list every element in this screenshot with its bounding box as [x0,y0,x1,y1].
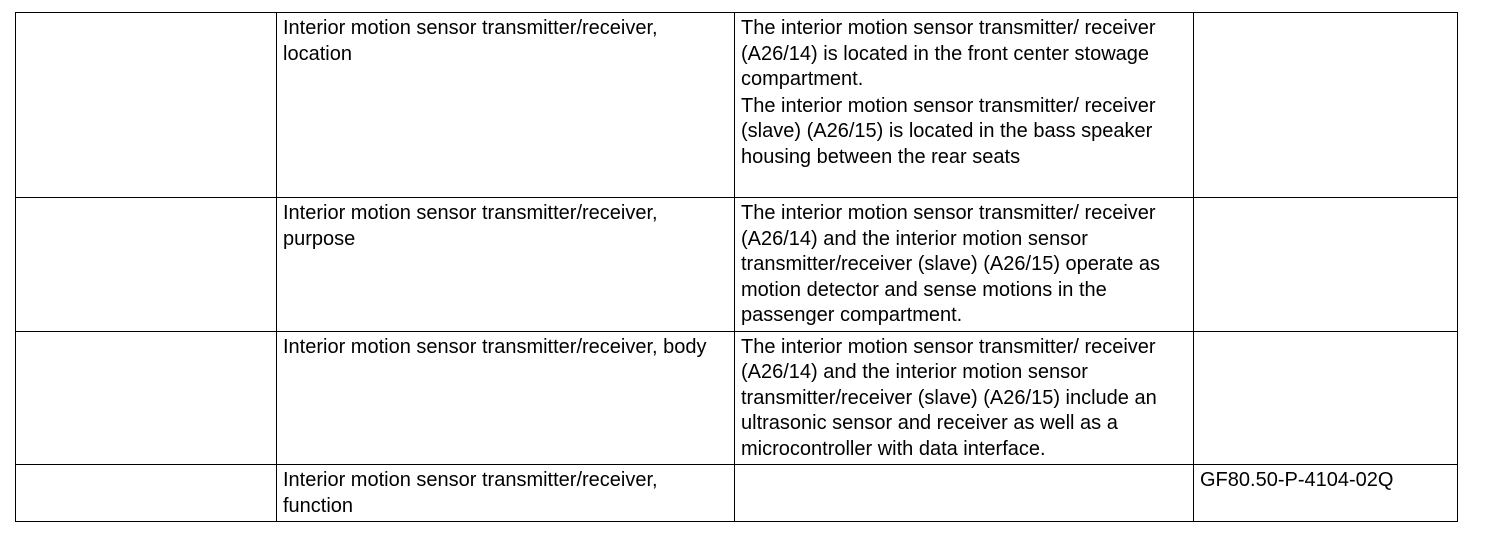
subject-cell [277,331,735,465]
subject-text: Interior motion sensor transmitter/receiver, location [283,17,658,65]
subject-text: Interior motion sensor transmitter/receiver, body [283,335,707,358]
reference-link[interactable]: GF80.50-P-4104-02Q [1200,469,1394,491]
table-row [16,331,1458,465]
subject-cell [277,198,735,332]
subject-cell [277,465,735,522]
reference-cell [1194,198,1458,332]
reference-cell [1194,465,1458,522]
empty-cell [16,465,277,522]
empty-cell [16,13,277,198]
empty-cell [16,198,277,332]
subject-text: Interior motion sensor transmitter/receiver, function [283,469,658,517]
reference-cell [1194,13,1458,198]
table-row [16,465,1458,522]
subject-cell [277,13,735,198]
description-paragraph: The interior motion sensor transmitter/ receiver (slave) (A26/15) is located in the bass speaker housing between the rear seats [741,94,1156,168]
description-cell [735,465,1194,522]
table-row [16,13,1458,198]
reference-cell [1194,331,1458,465]
description-cell [735,198,1194,332]
description-paragraph: The interior motion sensor transmitter/ receiver (A26/14) and the interior motion sensor transmitter/receiver (slave) (A26/15) operate as motion detector and sense motions in the passenger compartment. [741,202,1161,326]
description-cell [735,331,1194,465]
table-row [16,198,1458,332]
description-paragraph: The interior motion sensor transmitter/ receiver (A26/14) and the interior motion sensor transmitter/receiver (slave) (A26/15) include an ultrasonic sensor and receiver as well as a microcontroller with data interface. [741,335,1157,460]
description-paragraph: The interior motion sensor transmitter/ receiver (A26/14) is located in the front center stowage compartment. [741,17,1156,90]
empty-cell [16,331,277,465]
description-cell [735,13,1194,198]
document-table [15,12,1458,522]
subject-text: Interior motion sensor transmitter/receiver, purpose [283,202,658,250]
